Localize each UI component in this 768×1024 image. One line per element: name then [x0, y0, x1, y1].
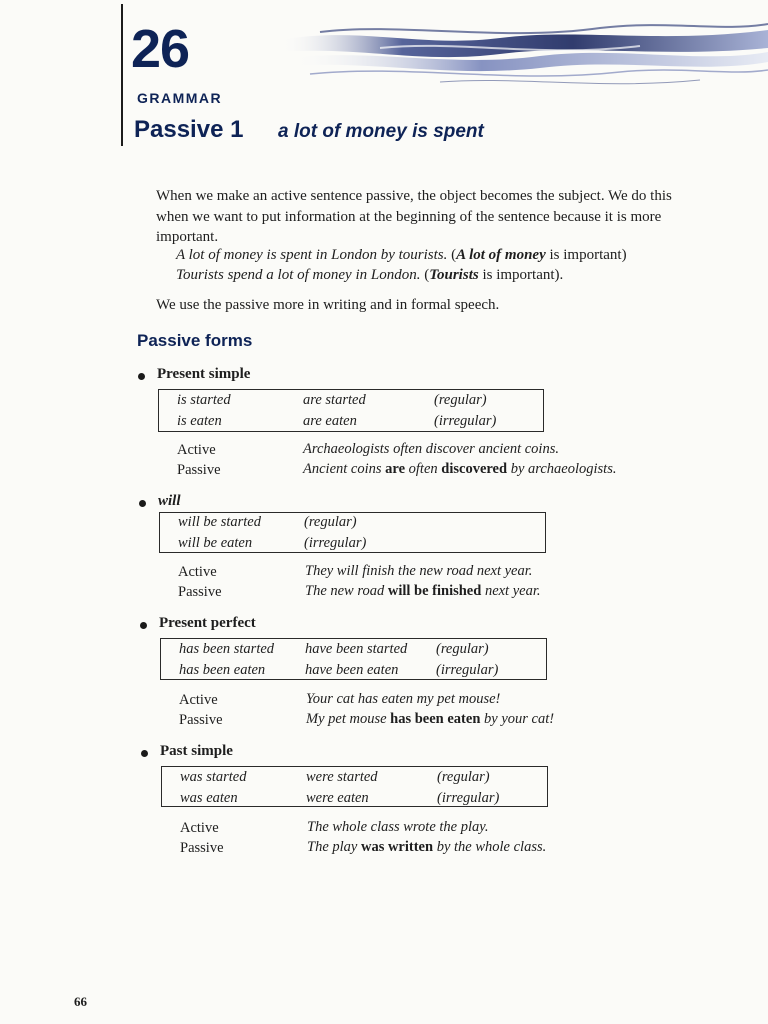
table-cell: was started [180, 769, 247, 785]
example-sentence-2: Tourists spend a lot of money in London. (Tourists is important). [176, 267, 564, 283]
table-cell: have been started [305, 641, 408, 657]
passive-label: Passive [178, 584, 222, 600]
passive-example: Ancient coins are often discovered by archaeologists. [303, 461, 617, 477]
page-number: 66 [74, 994, 87, 1009]
table-cell: were eaten [306, 790, 369, 806]
table-cell: (regular) [434, 392, 487, 408]
passive-example: My pet mouse has been eaten by your cat! [306, 711, 555, 727]
table-cell: has been eaten [179, 662, 266, 678]
active-label: Active [177, 442, 216, 458]
present-simple-label: Present simple [157, 366, 251, 382]
present-perfect-label: Present perfect [159, 615, 256, 631]
passive-forms-heading: Passive forms [137, 331, 253, 350]
table-cell: will be eaten [178, 535, 253, 551]
passive-example: The play was written by the whole class. [307, 839, 547, 855]
page-title: Passive 1 [134, 116, 244, 143]
table-cell: (regular) [436, 641, 489, 657]
intro-paragraph: When we make an active sentence passive, the object becomes the subject. We do this when we want to put information at the beginning of the sentence because it is more important. [156, 188, 672, 245]
active-label: Active [178, 564, 217, 580]
table-cell: were started [306, 769, 378, 785]
table-cell: are started [303, 392, 366, 408]
table-cell: is eaten [177, 413, 222, 429]
passive-label: Passive [179, 712, 223, 728]
passive-label: Passive [180, 840, 224, 856]
table-cell: was eaten [180, 790, 238, 806]
active-example: Your cat has eaten my pet mouse! [306, 691, 501, 707]
section-label: GRAMMAR [137, 90, 223, 106]
table-cell: is started [177, 392, 231, 408]
header-rule [121, 4, 123, 146]
active-example: They will finish the new road next year. [305, 563, 533, 579]
table-cell: (irregular) [437, 790, 500, 806]
bullet-icon [140, 622, 147, 629]
table-cell: (irregular) [436, 662, 499, 678]
table-cell: (regular) [437, 769, 490, 785]
table-cell: are eaten [303, 413, 357, 429]
bullet-icon [139, 500, 146, 507]
active-example: Archaeologists often discover ancient coins. [303, 441, 559, 457]
will-label: will [158, 493, 181, 509]
table-cell: have been eaten [305, 662, 399, 678]
unit-number: 26 [131, 19, 190, 79]
passive-label: Passive [177, 462, 221, 478]
table-cell: will be started [178, 514, 261, 530]
page-subtitle: a lot of money is spent [278, 121, 484, 142]
table-cell: (irregular) [304, 535, 367, 551]
active-label: Active [179, 692, 218, 708]
usage-paragraph: We use the passive more in writing and in formal speech. [156, 297, 500, 313]
passive-example: The new road will be finished next year. [305, 583, 541, 599]
active-example: The whole class wrote the play. [307, 819, 489, 835]
table-cell: (regular) [304, 514, 357, 530]
table-cell: (irregular) [434, 413, 497, 429]
bullet-icon [138, 373, 145, 380]
example-sentence-1: A lot of money is spent in London by tourists. (A lot of money is important) [176, 247, 627, 263]
decorative-banner [280, 18, 768, 98]
table-cell: has been started [179, 641, 275, 657]
active-label: Active [180, 820, 219, 836]
bullet-icon [141, 750, 148, 757]
past-simple-label: Past simple [160, 743, 233, 759]
